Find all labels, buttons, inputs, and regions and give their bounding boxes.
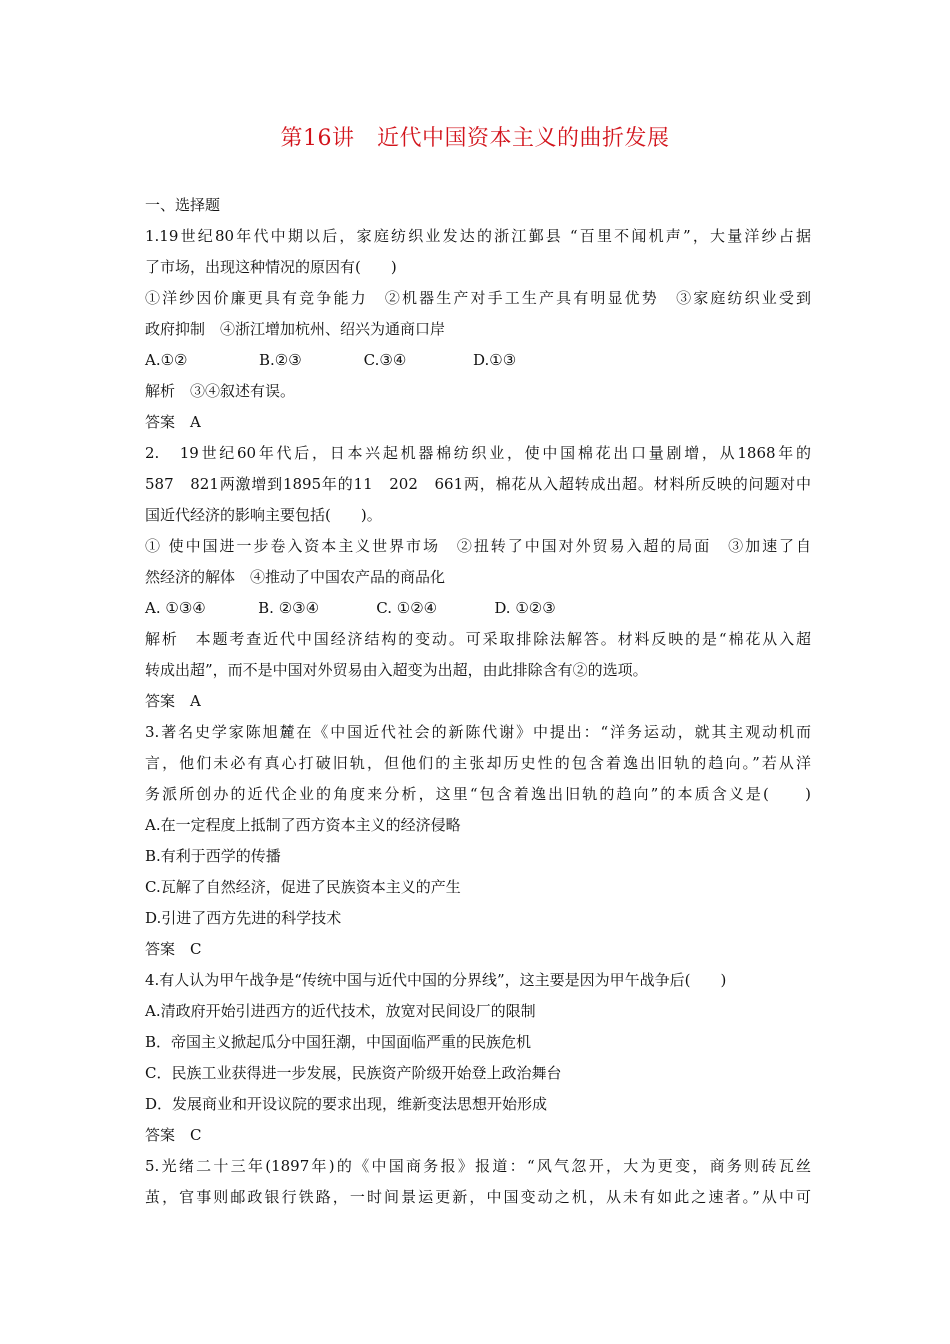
text-line: 茧，官事则邮政银行铁路，一时间景运更新，中国变动之机，从未有如此之速者。”从中可 bbox=[145, 1188, 811, 1206]
text-line: 587 821两激增到1895年的11 202 661两，棉花从入超转成出超。材料所反映的问题对中 bbox=[145, 475, 811, 493]
text-line: D．发展商业和开设议院的要求出现，维新变法思想开始形成 bbox=[145, 1095, 548, 1113]
document-body bbox=[145, 190, 811, 1213]
text-line: 了市场，出现这种情况的原因有( ) bbox=[145, 258, 397, 276]
text-line: D.引进了西方先进的科学技术 bbox=[145, 909, 342, 927]
text-line: 4.有人认为甲午战争是“传统中国与近代中国的分界线”，这主要是因为甲午战争后( ) bbox=[145, 971, 727, 989]
text-line: 答案 A bbox=[145, 413, 201, 431]
text-line: 答案 A bbox=[145, 692, 201, 710]
text-line: 2. 19世纪60年代后，日本兴起机器棉纺织业，使中国棉花出口量剧增，从1868年的 bbox=[145, 444, 811, 462]
text-line: 答案 C bbox=[145, 940, 202, 958]
page-title: 第16讲 近代中国资本主义的曲折发展 bbox=[280, 126, 670, 151]
text-line: 答案 C bbox=[145, 1126, 202, 1144]
text-line: 政府抑制 ④浙江增加杭州、绍兴为通商口岸 bbox=[145, 320, 446, 338]
text-line: A. ①③④ B. ②③④ C. ①②④ D. ①②③ bbox=[145, 599, 556, 617]
text-line: ① 使中国进一步卷入资本主义世界市场 ②扭转了中国对外贸易入超的局面 ③加速了自 bbox=[145, 537, 811, 555]
text-line: 然经济的解体 ④推动了中国农产品的商品化 bbox=[145, 568, 446, 586]
text-line: 解析 本题考查近代中国经济结构的变动。可采取排除法解答。材料反映的是“棉花从入超 bbox=[145, 630, 811, 648]
text-line: A.①② B.②③ C.③④ D.①③ bbox=[145, 351, 517, 369]
text-line: A.清政府开始引进西方的近代技术，放宽对民间设厂的限制 bbox=[145, 1002, 536, 1020]
text-line: B.有利于西学的传播 bbox=[145, 847, 281, 865]
text-line: 言，他们未必有真心打破旧轨，但他们的主张却历史性的包含着逸出旧轨的趋向。”若从洋 bbox=[145, 754, 811, 772]
text-line: 5.光绪二十三年(1897年)的《中国商务报》报道：“风气忽开，大为更变，商务则砖瓦丝 bbox=[145, 1157, 811, 1175]
text-line: 一、选择题 bbox=[145, 196, 221, 214]
text-line: A.在一定程度上抵制了西方资本主义的经济侵略 bbox=[145, 816, 461, 834]
text-line: 1.19世纪80年代中期以后，家庭纺织业发达的浙江鄞县 “百里不闻机声”，大量洋纱占据 bbox=[145, 227, 811, 245]
text-line: 3.著名史学家陈旭麓在《中国近代社会的新陈代谢》中提出：“洋务运动，就其主观动机而 bbox=[145, 723, 811, 741]
text-line: 务派所创办的近代企业的角度来分析，这里“包含着逸出旧轨的趋向”的本质含义是( ) bbox=[145, 785, 811, 803]
text-line: 转成出超”，而不是中国对外贸易由入超变为出超，由此排除含有②的选项。 bbox=[145, 661, 648, 679]
text-line: C．民族工业获得进一步发展，民族资产阶级开始登上政治舞台 bbox=[145, 1064, 562, 1082]
text-line: 国近代经济的影响主要包括( )。 bbox=[145, 506, 382, 524]
text-line: ①洋纱因价廉更具有竞争能力 ②机器生产对手工生产具有明显优势 ③家庭纺织业受到 bbox=[145, 289, 811, 307]
text-line: 解析 ③④叙述有误。 bbox=[145, 382, 296, 400]
text-line: B．帝国主义掀起瓜分中国狂潮，中国面临严重的民族危机 bbox=[145, 1033, 532, 1051]
text-line: C.瓦解了自然经济，促进了民族资本主义的产生 bbox=[145, 878, 461, 896]
